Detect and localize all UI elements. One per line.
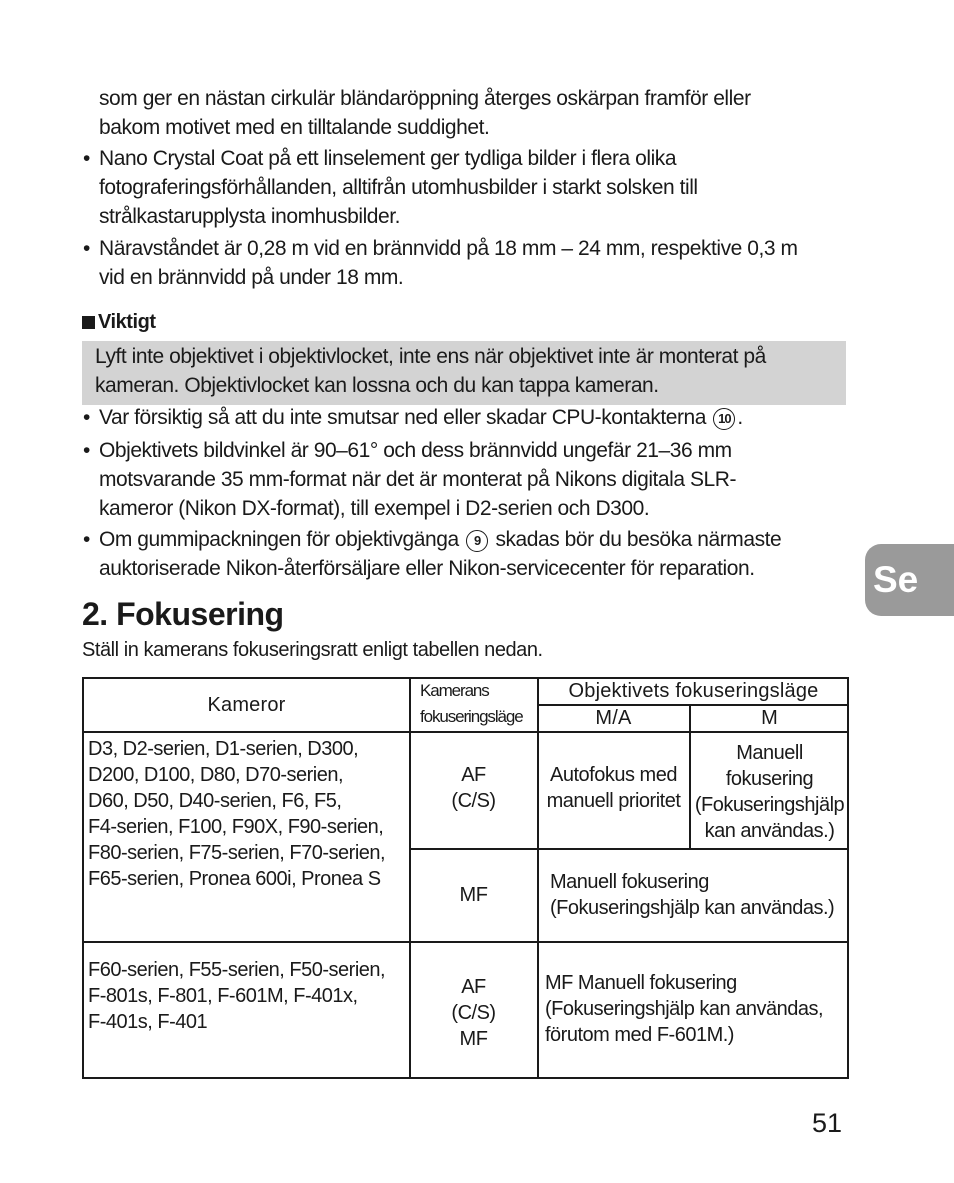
table-divider-v2 — [537, 677, 539, 1079]
bullet-cpu-text: Var försiktig så att du inte smutsar ned eller skadar CPU-kontakterna — [99, 406, 712, 429]
important-heading — [82, 308, 156, 338]
intro-line-2: bakom motivet med en tilltalande suddighet. — [99, 116, 490, 139]
intro-line-1: som ger en nästan cirkulär bländaröppning återges oskärpan framför eller — [99, 87, 751, 110]
header-camera-mode-line-1: Kamerans — [420, 681, 489, 700]
header-camera-mode-line-2: fokuseringsläge — [420, 707, 523, 726]
bullet-mark: • — [83, 528, 91, 551]
important-line-1: Lyft inte objektivet i objektivlocket, inte ens när objektivet inte är monterat på — [95, 345, 766, 368]
row1-af-mode: AF (C/S) — [451, 764, 496, 812]
row1-mf-mode: MF — [459, 884, 488, 906]
language-tab-se: Se — [865, 544, 954, 616]
row2-mode: AF (C/S) MF — [451, 976, 496, 1050]
page-number: 51 — [812, 1108, 843, 1138]
bullet-gasket-line-1 — [99, 525, 781, 555]
important-line-2: kameran. Objektivlocket kan lossna och du kan tappa kameran. — [95, 374, 659, 397]
bullet-angle-line-2: motsvarande 35 mm-format när det är monterat på Nikons digitala SLR- — [99, 468, 737, 491]
table-border-right — [847, 677, 849, 1079]
row1-af-ma: Autofokus med manuell prioritet — [546, 764, 681, 812]
bullet-gasket-text-after: skadas bör du besöka närmaste — [490, 528, 782, 551]
bullet-gasket-text: Om gummipackningen för objektivgänga — [99, 528, 465, 551]
bullet-mark: • — [83, 147, 91, 170]
focus-table — [82, 677, 849, 1079]
bullet-mark: • — [83, 237, 91, 260]
section-title: 2. Fokusering — [82, 596, 284, 632]
header-cameras: Kameror — [207, 694, 286, 716]
callout-number-9: 9 — [466, 530, 488, 552]
bullet-angle-line-1: Objektivets bildvinkel är 90–61° och dess brännvidd ungefär 21–36 mm — [99, 439, 732, 462]
bullet-distance-line-1: Näravståndet är 0,28 m vid en brännvidd på 18 mm – 24 mm, respektive 0,3 m — [99, 237, 798, 260]
bullet-cpu-period: . — [737, 406, 743, 429]
bullet-angle-line-3: kameror (Nikon DX-format), till exempel i D2-serien och D300. — [99, 497, 650, 520]
row1-af-m: Manuell fokusering (Fokuseringshjälp kan användas.) — [694, 742, 845, 842]
row2-cameras: F60-serien, F55-serien, F50-serien, F-801s, F-801, F-601M, F-401x, F-401s, F-401 — [88, 959, 386, 1033]
section-intro: Ställ in kamerans fokuseringsratt enligt tabellen nedan. — [82, 639, 543, 661]
row1-mf-text: Manuell fokusering (Fokuseringshjälp kan användas.) — [550, 871, 835, 919]
table-divider-h-af — [409, 848, 849, 850]
header-lens-mode: Objektivets fokuseringsläge — [568, 680, 819, 702]
table-divider-h-row2 — [82, 941, 849, 943]
bullet-distance-line-2: vid en brännvidd på under 18 mm. — [99, 266, 404, 289]
header-m: M — [761, 707, 778, 729]
row1-cameras: D3, D2-serien, D1-serien, D300, D200, D100, D80, D70-serien, D60, D50, D40-serien, F6, F5, F4-serien, F100, F90X, F90-serien, F80-serien, F75-serien, F70-serien, F65-serien, Pronea 600i, Pronea S — [88, 738, 386, 890]
bullet-coat-line-2: fotograferingsförhållanden, alltifrån utomhusbilder i starkt solsken till — [99, 176, 698, 199]
bullet-coat-line-1: Nano Crystal Coat på ett linselement ger tydliga bilder i flera olika — [99, 147, 677, 170]
header-ma: M/A — [595, 707, 632, 729]
bullet-mark: • — [83, 406, 91, 429]
important-heading-text: Viktigt — [98, 311, 156, 333]
row2-text: MF Manuell fokusering (Fokuseringshjälp kan användas, förutom med F-601M.) — [545, 972, 824, 1046]
table-divider-h-header — [82, 731, 849, 733]
bullet-coat-line-3: strålkastarupplysta inomhusbilder. — [99, 205, 401, 228]
bullet-mark: • — [83, 439, 91, 462]
bullet-gasket-line-2: auktoriserade Nikon-återförsäljare eller Nikon-servicecenter för reparation. — [99, 557, 755, 580]
table-border-left — [82, 677, 84, 1079]
square-marker-icon — [82, 316, 95, 329]
callout-number-10: 10 — [713, 408, 735, 430]
table-border-bottom — [82, 1077, 849, 1079]
bullet-cpu — [99, 403, 743, 433]
